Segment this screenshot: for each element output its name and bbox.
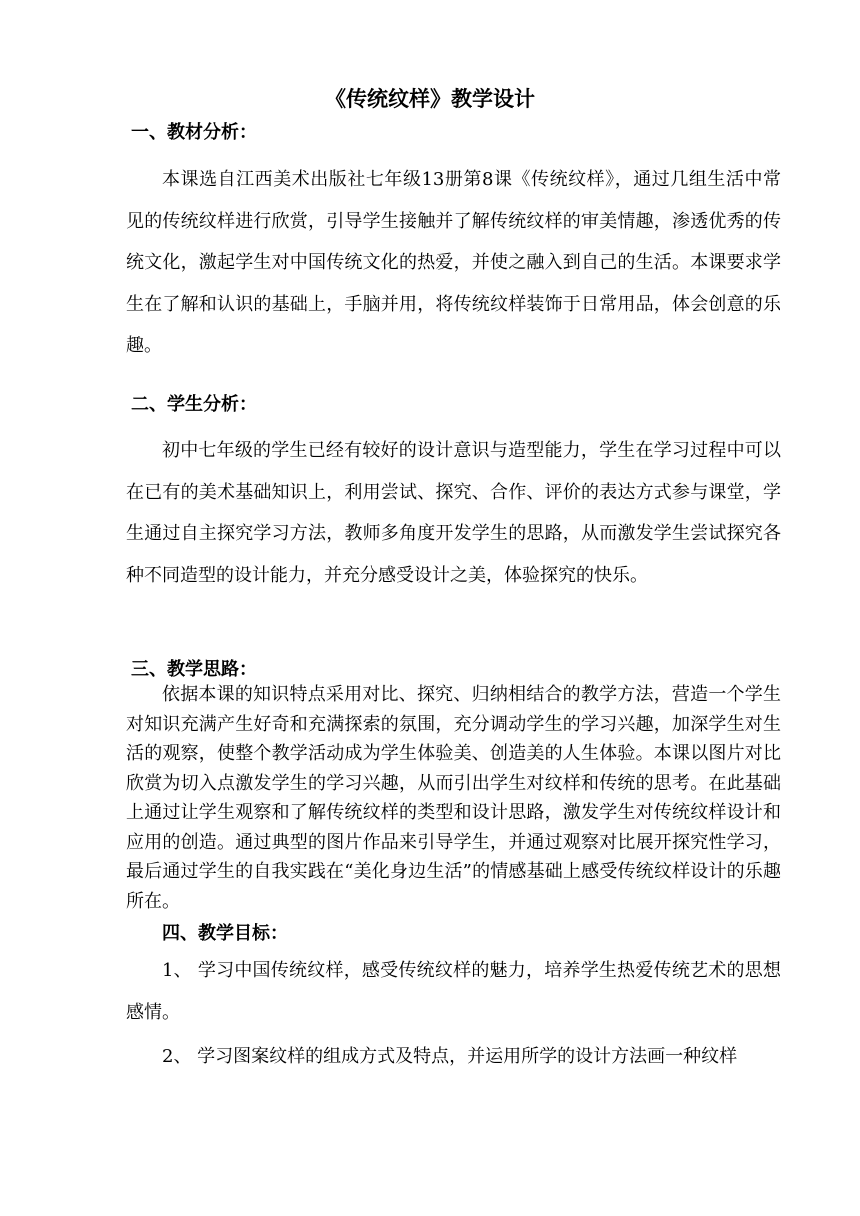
- objective-item: 1、 学习中国传统纹样，感受传统纹样的魅力，培养学生热爱传统艺术的思想感情。: [126, 960, 781, 1023]
- document-title: 《传统纹样》教学设计: [325, 86, 535, 111]
- objective-item: 2、 学习图案纹样的组成方式及特点，并运用所学的设计方法画一种纹样: [162, 1046, 738, 1067]
- section-heading-approach: 三、教学思路：: [131, 659, 257, 680]
- section-heading-materials: 一、教材分析：: [131, 122, 257, 143]
- section-heading-objectives: 四、教学目标：: [162, 923, 288, 944]
- section-body-approach: 依据本课的知识特点采用对比、探究、归纳相结合的教学方法，营造一个学生对知识充满产生好奇和充满探索的氛围，充分调动学生的学习兴趣，加深学生对生活的观察，使整个教学活动成为学生体验美、创造美的人生体验。本课以图片对比欣赏为切入点激发学生的学习兴趣，从而引出学生对纹样和传统的思考。在此基础上通过让学生观察和了解传统纹样的类型和设计思路，激发学生对传统纹样设计和应用的创造。通过典型的图片作品来引导学生，并通过观察对比展开探究性学习，最后通过学生的自我实践在“美化身边生活”的情感基础上感受传统纹样设计的乐趣所在。: [126, 684, 781, 912]
- section-body-students: 初中七年级的学生已经有较好的设计意识与造型能力，学生在学习过程中可以在已有的美术基础知识上，利用尝试、探究、合作、评价的表达方式参与课堂，学生通过自主探究学习方法，教师多角度开发学生的思路，从而激发学生尝试探究各种不同造型的设计能力，并充分感受设计之美，体验探究的快乐。: [126, 440, 781, 586]
- section-body-materials: 本课选自江西美术出版社七年级13册第8课《传统纹样》，通过几组生活中常见的传统纹样进行欣赏，引导学生接触并了解传统纹样的审美情趣，渗透优秀的传统文化，激起学生对中国传统文化的热爱，并使之融入到自己的生活。本课要求学生在了解和认识的基础上，手脑并用，将传统纹样装饰于日常用品，体会创意的乐趣。: [126, 169, 781, 356]
- section-heading-students: 二、学生分析：: [131, 394, 257, 415]
